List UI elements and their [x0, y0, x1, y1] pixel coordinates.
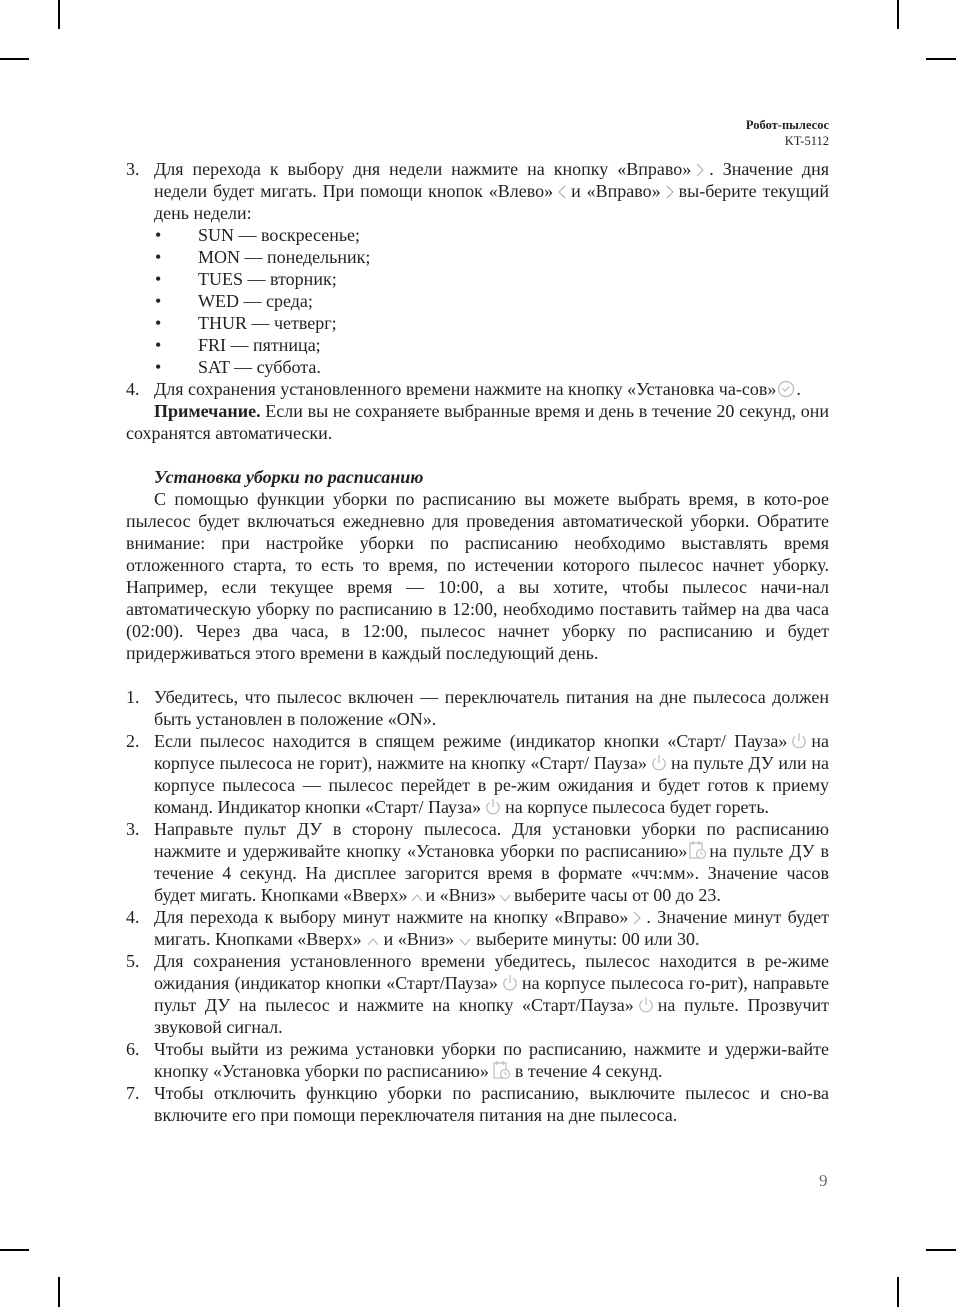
step-number: 3. [126, 819, 140, 839]
chevron-down-icon [498, 892, 512, 904]
schedule-step-7: 7. Чтобы отключить функцию уборки по расписанию, выключите пылесос и сно-ва включите его при помощи переключателя питания на дне пылесоса. [126, 1083, 829, 1125]
crop-mark-tr-v [897, 0, 899, 29]
list-item: • THUR — четверг; [155, 313, 337, 333]
chevron-right-icon [632, 910, 642, 926]
power-icon [791, 732, 807, 750]
step-number: 7. [126, 1083, 140, 1103]
header-title: Робот-пылесос [745, 118, 829, 132]
power-icon [638, 996, 654, 1014]
weekday-list [126, 224, 829, 378]
chevron-up-icon [366, 936, 380, 948]
schedule-step-6: 6. Чтобы выйти из режима установки уборки по расписанию, нажмите и удержи-вайте кнопку «Установка уборки по расписанию» в течение 4 секунд. [126, 1039, 829, 1081]
section-intro: С помощью функции уборки по расписанию вы можете выбрать время, в кото-рое пылесос будет включаться ежедневно для проведения автоматической уборки. Обратите внимание: при настройке уборки по расписанию необходимо выставлять время отложенного старта, то есть то время, по истечении которого пылесос начнет уборку. Например, если текущее время — 10:00, а вы хотите, чтобы пылесос начи-нал автоматическую уборку по расписанию в 12:00, необходимо поставить таймер на два часа (02:00). Через два часа, в 12:00, пылесос начнет уборку по расписанию и будет придерживаться этого времени в каждый последующий день. [126, 489, 829, 663]
crop-mark-tl-h [0, 58, 29, 60]
header-model: KT-5112 [784, 134, 829, 148]
list-item: • WED — среда; [155, 291, 313, 311]
crop-mark-bl-h [0, 1249, 29, 1251]
crop-mark-bl-v [58, 1277, 60, 1307]
chevron-right-icon [665, 184, 675, 200]
power-icon [651, 754, 667, 772]
list-item: • TUES — вторник; [155, 269, 337, 289]
list-item: • SUN — воскресенье; [155, 225, 361, 245]
crop-mark-tr-h [926, 58, 956, 60]
step-number: 2. [126, 731, 140, 751]
power-icon [502, 974, 518, 992]
step-number: 4. [126, 379, 140, 399]
schedule-step-3: 3. Направьте пульт ДУ в сторону пылесоса. Для установки уборки по расписанию нажмите и удерживайте кнопку «Установка уборки по расписанию» на пульте ДУ в течение 4 секунд. На дисплее загорится время в формате «чч:мм». Значение часов будет мигать. Кнопками «Вверх» и «Вниз» выберите часы от 00 до 23. [126, 819, 829, 905]
chevron-up-icon [410, 892, 424, 904]
list-item: • MON — понедельник; [155, 247, 371, 267]
chevron-left-icon [557, 184, 567, 200]
step-number: 3. [126, 159, 140, 179]
schedule-step-1: 1. Убедитесь, что пылесос включен — переключатель питания на дне пылесоса должен быть установлен в положение «ON». [126, 687, 829, 729]
chevron-down-icon [458, 936, 472, 948]
crop-mark-br-h [926, 1249, 956, 1251]
step-number: 1. [126, 687, 140, 707]
schedule-step-4: 4. Для перехода к выбору минут нажмите на кнопку «Вправо» . Значение минут будет мигать. Кнопками «Вверх» и «Вниз» выберите минуты: 00 или 30. [126, 907, 830, 949]
list-item: • FRI — пятница; [155, 335, 321, 355]
calendar-clock-icon [689, 840, 707, 860]
clock-step-3: 3. Для перехода к выбору дня недели нажмите на кнопку «Вправо» . Значение дня недели будет мигать. При помощи кнопок «Влево» и «Вправо» вы-берите текущий день недели: • SUN — воскресенье; • MON — понедельник; • TUES — вторник; • WED — среда; • THUR — четверг; • FRI — пятница; • SAT — суббота. [126, 159, 829, 377]
crop-mark-tl-v [58, 0, 60, 29]
schedule-step-2: 2. Если пылесос находится в спящем режиме (индикатор кнопки «Старт/ Пауза» на корпусе пылесоса не горит), нажмите на кнопку «Старт/ Пауза» на пульте ДУ или на корпусе пылесоса — пылесос перейдет в ре-жим ожидания и будет готов к приему команд. Индикатор кнопки «Старт/ Пауза» на корпусе пылесоса будет гореть. [126, 731, 830, 817]
chevron-right-icon [695, 162, 705, 178]
clock-step-4: 4. Для сохранения установленного времени нажмите на кнопку «Установка ча-сов» . [126, 379, 801, 399]
calendar-clock-icon [493, 1060, 511, 1080]
running-header [746, 117, 829, 149]
page-content [126, 158, 829, 1126]
section-heading: Установка уборки по расписанию [154, 467, 424, 487]
page-number: 9 [819, 1171, 828, 1190]
list-item: • SAT — суббота. [155, 357, 321, 377]
check-circle-icon [777, 380, 795, 398]
step-number: 6. [126, 1039, 140, 1059]
schedule-step-5: 5. Для сохранения установленного времени убедитесь, пылесос находится в ре-жиме ожидания (индикатор кнопки «Старт/Пауза» на корпусе пылесоса го-рит), направьте пульт ДУ на пылесос и нажмите на кнопку «Старт/Пауза» на пульте. Прозвучит звуковой сигнал. [126, 951, 830, 1037]
step-number: 5. [126, 951, 140, 971]
note-label: Примечание. [154, 401, 261, 421]
crop-mark-br-v [897, 1277, 899, 1307]
note-paragraph: Примечание. Если вы не сохраняете выбранные время и день в течение 20 секунд, они сохранятся автоматически. [126, 401, 830, 443]
power-icon [485, 798, 501, 816]
step-number: 4. [126, 907, 140, 927]
